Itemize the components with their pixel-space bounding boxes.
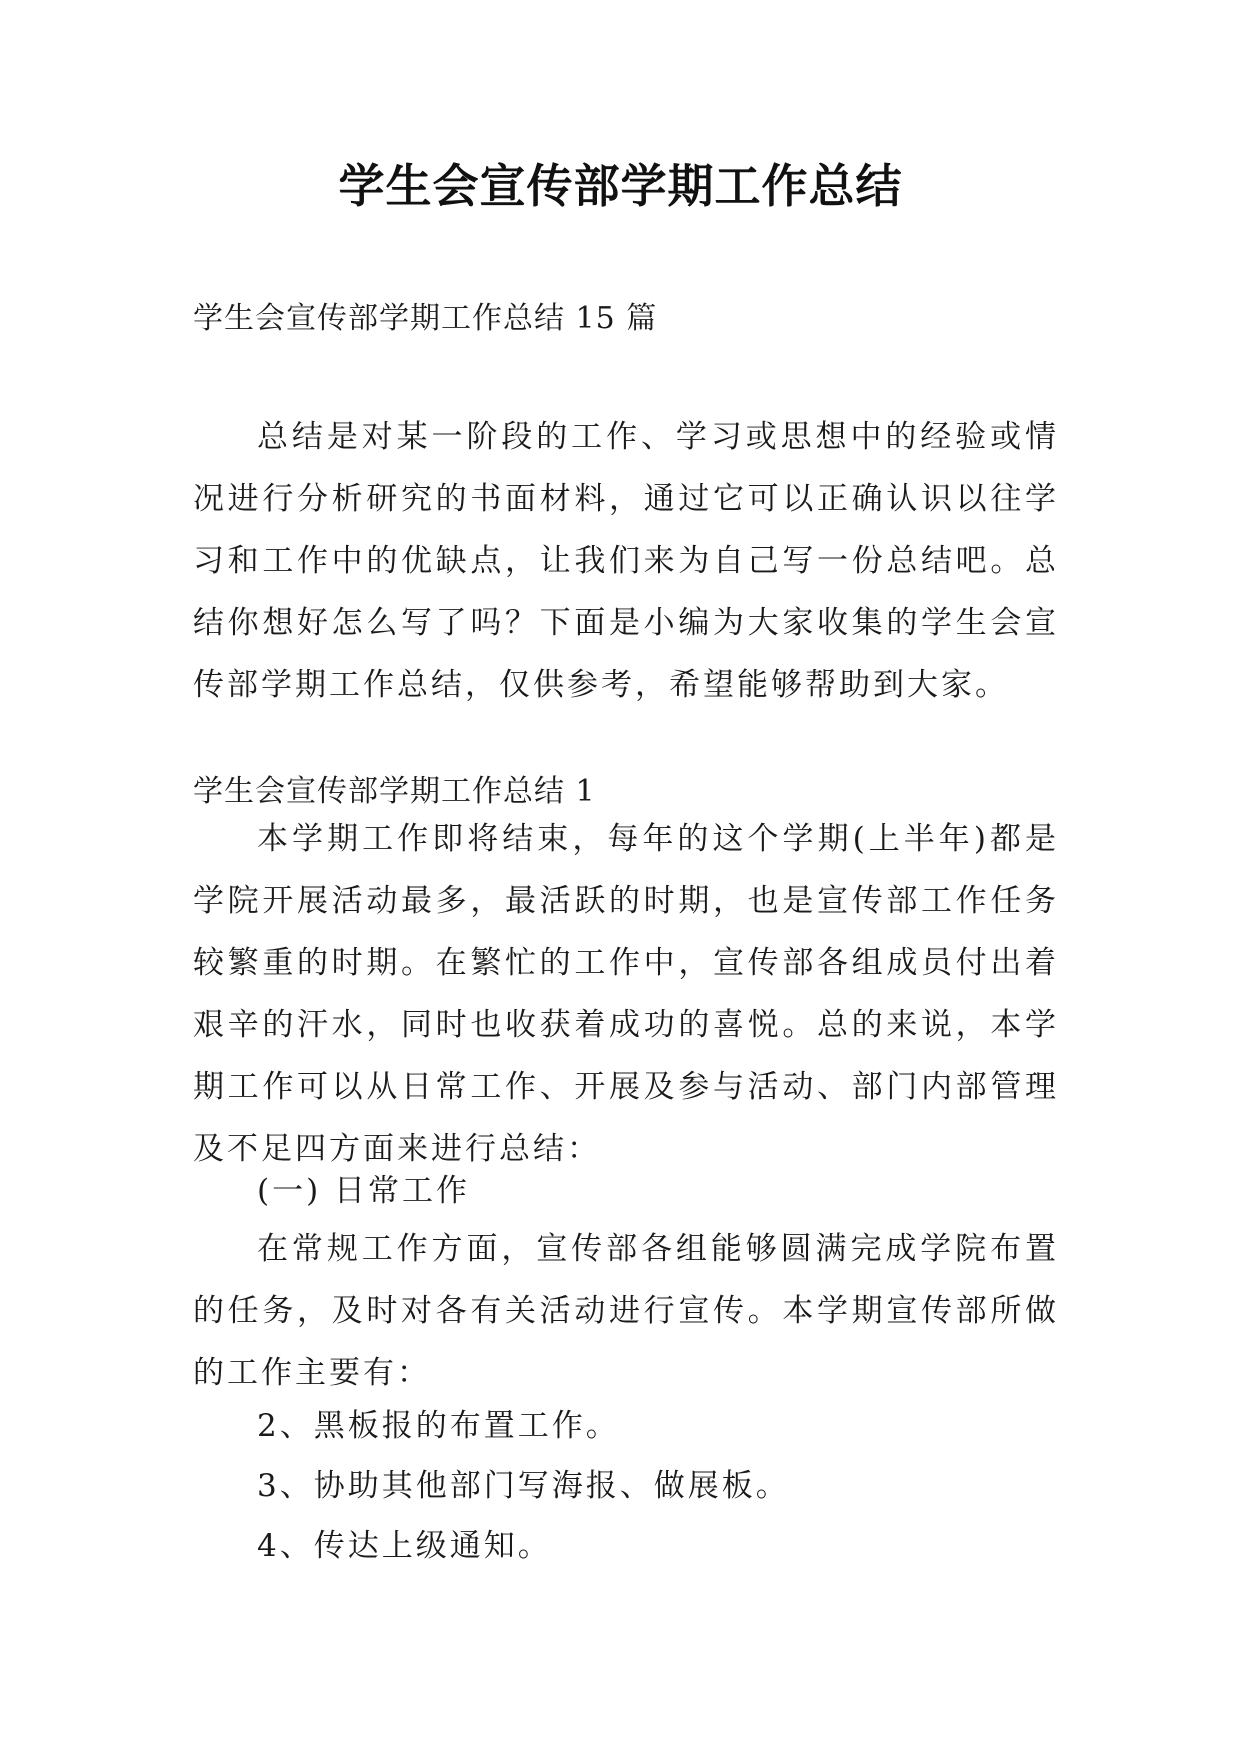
- routine-work-heading: (一) 日常工作: [257, 1173, 471, 1209]
- document-subtitle: 学生会宣传部学期工作总结 15 篇: [193, 301, 658, 336]
- list-item: 2、黑板报的布置工作。: [257, 1408, 620, 1444]
- intro-paragraph: 总结是对某一阶段的工作、学习或思想中的经验或情况进行分析研究的书面材料，通过它可以正确认识以往学习和工作中的优缺点，让我们来为自己写一份总结吧。总结你想好怎么写了吗？下面是小编为大家收集的学生会宣传部学期工作总结，仅供参考，希望能够帮助到大家。: [193, 419, 1059, 703]
- section-paragraph: 本学期工作即将结束，每年的这个学期(上半年)都是学院开展活动最多，最活跃的时期，也是宣传部工作任务较繁重的时期。在繁忙的工作中，宣传部各组成员付出着艰辛的汗水，同时也收获着成功的喜悦。总的来说，本学期工作可以从日常工作、开展及参与活动、部门内部管理及不足四方面来进行总结：: [193, 821, 1059, 1167]
- section-heading: 学生会宣传部学期工作总结 1: [193, 774, 596, 809]
- list-item: 3、协助其他部门写海报、做展板。: [257, 1468, 790, 1504]
- page-title: 学生会宣传部学期工作总结: [338, 159, 903, 213]
- list-item: 4、传达上级通知。: [257, 1528, 552, 1564]
- routine-work-paragraph: 在常规工作方面，宣传部各组能够圆满完成学院布置的任务，及时对各有关活动进行宣传。本学期宣传部所做的工作主要有：: [193, 1231, 1059, 1391]
